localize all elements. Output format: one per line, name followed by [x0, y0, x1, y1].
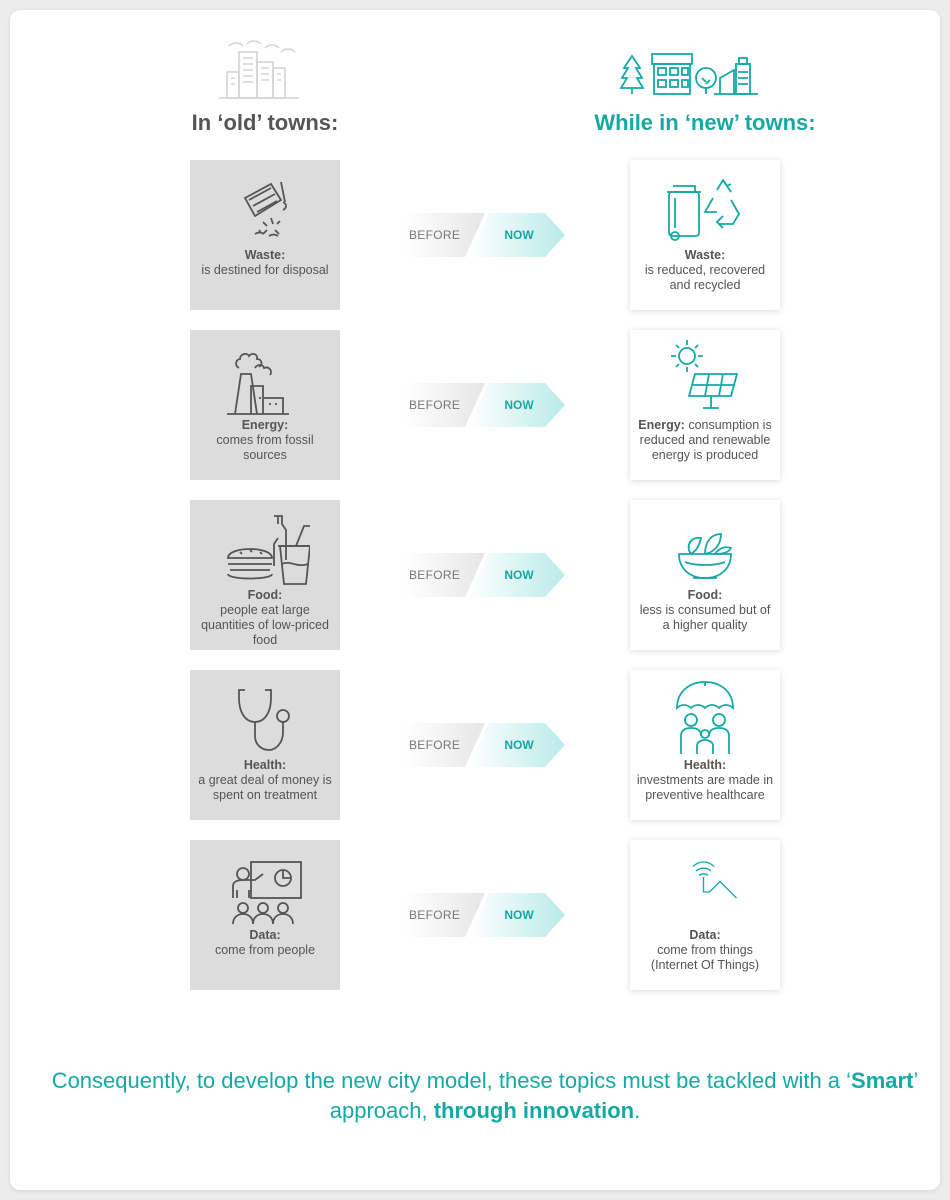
- old-energy-text: comes from fossil sources: [216, 433, 314, 462]
- recycling-bin-icon: [665, 168, 745, 248]
- old-data-title: Data:: [249, 928, 281, 942]
- old-waste-text: is destined for disposal: [201, 263, 329, 277]
- iot-signal-icon: [665, 856, 745, 916]
- new-data-text: come from things (Internet Of Things): [650, 943, 760, 972]
- new-health-text: investments are made in preventive healthcare: [636, 773, 774, 802]
- conclusion-part2: ’ approach,: [329, 1068, 919, 1123]
- new-health-title: Health:: [683, 758, 727, 772]
- trash-disposal-icon: [225, 168, 305, 248]
- conclusion-part1: Consequently, to develop the new city model, these topics must be tackled with a ‘: [51, 1068, 852, 1093]
- conclusion-text: [50, 1066, 920, 1126]
- fast-food-icon: [218, 508, 310, 588]
- old-towns-heading: In ‘old’ towns:: [191, 110, 339, 135]
- before-now-arrow-5: [405, 893, 565, 937]
- city-buildings-icon: [217, 38, 307, 100]
- old-waste-box: [190, 160, 340, 310]
- new-food-text: less is consumed but of a higher quality: [639, 603, 771, 632]
- before-now-arrow-1: [405, 213, 565, 257]
- new-energy-body: consumption is reduced and renewable energy is produced: [639, 418, 772, 462]
- salad-bowl-icon: [665, 508, 745, 588]
- new-waste-title: Waste:: [684, 248, 726, 262]
- old-waste-title: Waste:: [244, 248, 286, 262]
- now-label: NOW: [504, 398, 534, 412]
- stethoscope-icon: [225, 678, 305, 758]
- new-energy-text: [636, 418, 774, 463]
- now-label: NOW: [504, 568, 534, 582]
- old-food-title: Food:: [247, 588, 283, 602]
- old-energy-box: [190, 330, 340, 480]
- before-label: BEFORE: [409, 568, 461, 582]
- before-now-arrow-2: [405, 383, 565, 427]
- old-health-title: Health:: [243, 758, 287, 772]
- before-label: BEFORE: [409, 228, 461, 242]
- new-waste-text: is reduced, recovered and recycled: [644, 263, 766, 292]
- family-umbrella-icon: [665, 678, 745, 758]
- new-data-box: [630, 840, 780, 990]
- new-town-icon: [618, 52, 768, 96]
- new-energy-box: [630, 330, 780, 480]
- now-label: NOW: [504, 908, 534, 922]
- new-energy-title: Energy:: [638, 418, 685, 432]
- solar-panel-icon: [665, 334, 745, 414]
- new-waste-box: [630, 160, 780, 310]
- old-health-box: [190, 670, 340, 820]
- new-food-title: Food:: [687, 588, 723, 602]
- new-data-title: Data:: [689, 928, 721, 942]
- conclusion-part3: .: [634, 1098, 641, 1123]
- old-food-box: [190, 500, 340, 650]
- old-energy-title: Energy:: [241, 418, 289, 432]
- new-towns-heading: While in ‘new’ towns:: [594, 110, 816, 135]
- before-now-arrow-3: [405, 553, 565, 597]
- old-data-box: [190, 840, 340, 990]
- old-food-text: people eat large quantities of low-priced food: [201, 603, 329, 647]
- now-label: NOW: [504, 738, 534, 752]
- new-food-box: [630, 500, 780, 650]
- conclusion-smart: Smart: [851, 1068, 914, 1093]
- old-health-text: a great deal of money is spent on treatment: [198, 773, 332, 802]
- presentation-audience-icon: [225, 848, 305, 928]
- before-now-arrow-4: [405, 723, 565, 767]
- infographic-card: [10, 10, 940, 1190]
- new-health-box: [630, 670, 780, 820]
- before-label: BEFORE: [409, 398, 461, 412]
- before-label: BEFORE: [409, 738, 461, 752]
- factory-smoke-icon: [225, 338, 305, 418]
- conclusion-innovation: through innovation: [433, 1098, 635, 1123]
- old-data-text: come from people: [214, 943, 316, 957]
- now-label: NOW: [504, 228, 534, 242]
- before-label: BEFORE: [409, 908, 461, 922]
